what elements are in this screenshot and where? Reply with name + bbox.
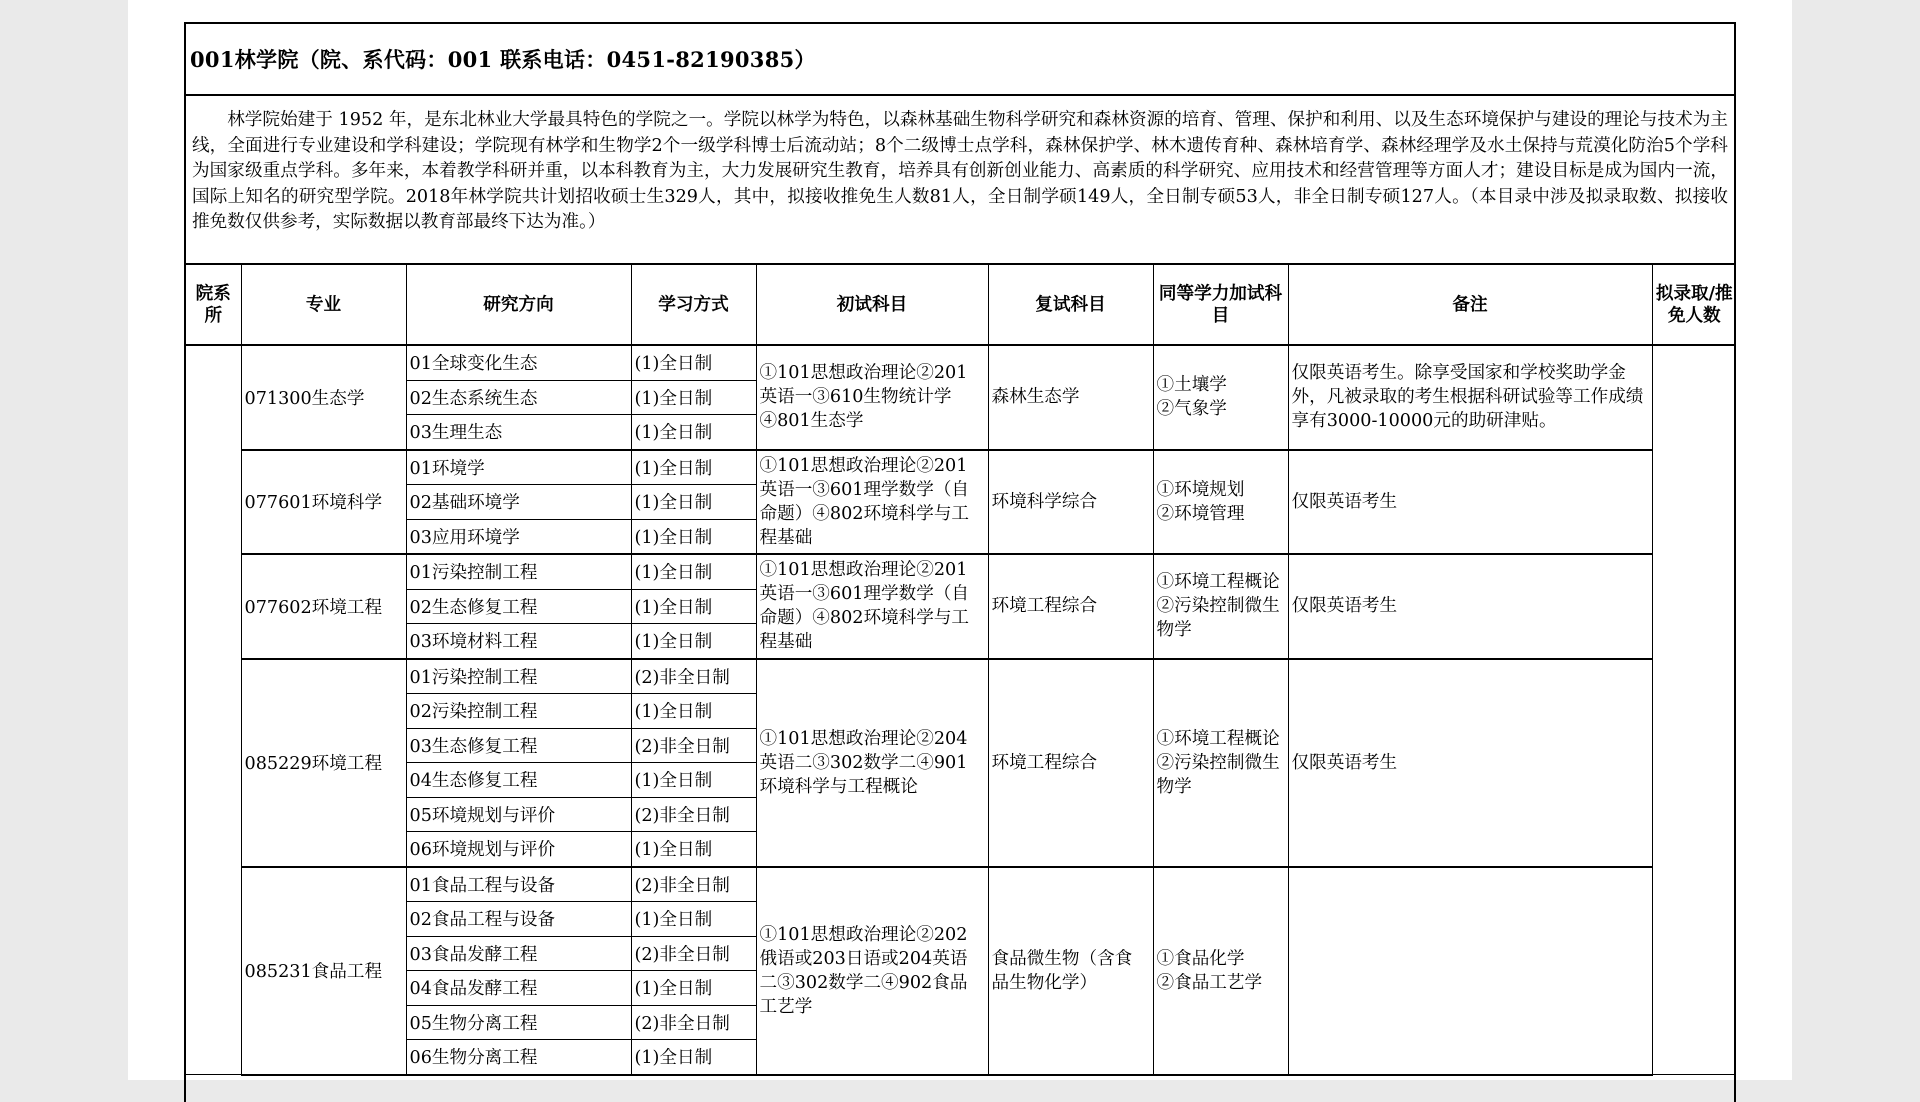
direction-cell: 02生态系统生态: [406, 380, 631, 415]
mode-cell: (1)全日制: [631, 485, 756, 520]
remark-cell: 仅限英语考生: [1288, 659, 1652, 867]
equiv-subjects-cell: ①环境工程概论 ②污染控制微生物学: [1153, 659, 1288, 867]
major-cell: 077601环境科学: [241, 450, 406, 555]
retest-subjects-cell: 食品微生物（含食品生物化学）: [988, 867, 1153, 1075]
direction-cell: 01食品工程与设备: [406, 867, 631, 902]
mode-cell: (1)全日制: [631, 1040, 756, 1075]
initial-subjects-cell: ①101思想政治理论②201英语一③601理学数学（自命题）④802环境科学与工程基础: [756, 554, 988, 659]
catalog-frame: [184, 22, 1736, 1102]
retest-subjects-cell: 环境工程综合: [988, 659, 1153, 867]
header-mode: 学习方式: [631, 265, 756, 345]
direction-cell: 01环境学: [406, 450, 631, 485]
mode-cell: (2)非全日制: [631, 1005, 756, 1040]
header-retest: 复试科目: [988, 265, 1153, 345]
initial-subjects-cell: ①101思想政治理论②201英语一③601理学数学（自命题）④802环境科学与工程基础: [756, 450, 988, 555]
page-title: 001林学院（院、系代码：001 联系电话：0451-82190385）: [186, 24, 1734, 96]
table-body: [186, 345, 1736, 1075]
direction-cell: 01全球变化生态: [406, 345, 631, 380]
table-row: [186, 450, 1736, 485]
equiv-subjects-cell: ①环境规划 ②环境管理: [1153, 450, 1288, 555]
remark-cell: 仅限英语考生。除享受国家和学校奖助学金外，凡被录取的考生根据科研试验等工作成绩享有3000-10000元的助研津贴。: [1288, 345, 1652, 450]
table-row: [186, 659, 1736, 694]
dept-cell: [186, 345, 241, 1075]
table-row: [186, 345, 1736, 380]
equiv-subjects-cell: ①食品化学 ②食品工艺学: [1153, 867, 1288, 1075]
mode-cell: (1)全日制: [631, 554, 756, 589]
retest-subjects-cell: 森林生态学: [988, 345, 1153, 450]
initial-subjects-cell: ①101思想政治理论②204英语二③302数学二④901环境科学与工程概论: [756, 659, 988, 867]
mode-cell: (1)全日制: [631, 902, 756, 937]
mode-cell: (2)非全日制: [631, 659, 756, 694]
mode-cell: (2)非全日制: [631, 936, 756, 971]
mode-cell: (1)全日制: [631, 345, 756, 380]
direction-cell: 04食品发酵工程: [406, 971, 631, 1006]
direction-cell: 03环境材料工程: [406, 624, 631, 659]
direction-cell: 01污染控制工程: [406, 554, 631, 589]
direction-cell: 02生态修复工程: [406, 589, 631, 624]
equiv-subjects-cell: ①环境工程概论 ②污染控制微生物学: [1153, 554, 1288, 659]
program-table: [186, 265, 1736, 1076]
direction-cell: 05生物分离工程: [406, 1005, 631, 1040]
direction-cell: 03生理生态: [406, 415, 631, 450]
direction-cell: 01污染控制工程: [406, 659, 631, 694]
major-cell: 085229环境工程: [241, 659, 406, 867]
direction-cell: 02基础环境学: [406, 485, 631, 520]
direction-cell: 06生物分离工程: [406, 1040, 631, 1075]
quota-cell: [1652, 345, 1736, 1075]
retest-subjects-cell: 环境科学综合: [988, 450, 1153, 555]
document-page: [128, 0, 1792, 1080]
mode-cell: (1)全日制: [631, 450, 756, 485]
direction-cell: 06环境规划与评价: [406, 832, 631, 867]
mode-cell: (1)全日制: [631, 589, 756, 624]
direction-cell: 02食品工程与设备: [406, 902, 631, 937]
header-major: 专业: [241, 265, 406, 345]
mode-cell: (2)非全日制: [631, 867, 756, 902]
table-row: [186, 554, 1736, 589]
mode-cell: (1)全日制: [631, 832, 756, 867]
header-quota: 拟录取/推免人数: [1652, 265, 1736, 345]
header-dept: 院系所: [186, 265, 241, 345]
retest-subjects-cell: 环境工程综合: [988, 554, 1153, 659]
table-row: [186, 867, 1736, 902]
direction-cell: 03食品发酵工程: [406, 936, 631, 971]
initial-subjects-cell: ①101思想政治理论②201英语一③610生物统计学④801生态学: [756, 345, 988, 450]
mode-cell: (1)全日制: [631, 694, 756, 729]
direction-cell: 02污染控制工程: [406, 694, 631, 729]
major-cell: 085231食品工程: [241, 867, 406, 1075]
mode-cell: (1)全日制: [631, 380, 756, 415]
remark-cell: 仅限英语考生: [1288, 554, 1652, 659]
direction-cell: 05环境规划与评价: [406, 797, 631, 832]
initial-subjects-cell: ①101思想政治理论②202俄语或203日语或204英语二③302数学二④902食品工艺学: [756, 867, 988, 1075]
college-intro: 林学院始建于 1952 年，是东北林业大学最具特色的学院之一。学院以林学为特色，以森林基础生物科学研究和森林资源的培育、管理、保护和利用、以及生态环境保护与建设的理论与技术为主线，全面进行专业建设和学科建设；学院现有林学和生物学2个一级学科博士后流动站；8个二级博士点学科，森林保护学、林木遗传育种、森林培育学、森林经理学及水土保持与荒漠化防治5个学科为国家级重点学科。多年来，本着教学科研并重，以本科教育为主，大力发展研究生教育，培养具有创新创业能力、高素质的科学研究、应用技术和经营管理等方面人才；建设目标是成为国内一流，国际上知名的研究型学院。2018年林学院共计划招收硕士生329人，其中，拟接收推免生人数81人，全日制学硕149人，全日制专硕53人，非全日制专硕127人。（本目录中涉及拟录取数、拟接收推免数仅供参考，实际数据以教育部最终下达为准。）: [186, 96, 1734, 265]
equiv-subjects-cell: ①土壤学 ②气象学: [1153, 345, 1288, 450]
remark-cell: [1288, 867, 1652, 1075]
table-header-row: [186, 265, 1736, 345]
mode-cell: (1)全日制: [631, 624, 756, 659]
direction-cell: 03应用环境学: [406, 519, 631, 554]
header-initial: 初试科目: [756, 265, 988, 345]
mode-cell: (2)非全日制: [631, 728, 756, 763]
mode-cell: (1)全日制: [631, 971, 756, 1006]
remark-cell: 仅限英语考生: [1288, 450, 1652, 555]
direction-cell: 03生态修复工程: [406, 728, 631, 763]
header-direction: 研究方向: [406, 265, 631, 345]
mode-cell: (1)全日制: [631, 415, 756, 450]
mode-cell: (1)全日制: [631, 519, 756, 554]
mode-cell: (1)全日制: [631, 763, 756, 798]
direction-cell: 04生态修复工程: [406, 763, 631, 798]
mode-cell: (2)非全日制: [631, 797, 756, 832]
header-equiv: 同等学力加试科目: [1153, 265, 1288, 345]
header-remark: 备注: [1288, 265, 1652, 345]
major-cell: 071300生态学: [241, 345, 406, 450]
major-cell: 077602环境工程: [241, 554, 406, 659]
